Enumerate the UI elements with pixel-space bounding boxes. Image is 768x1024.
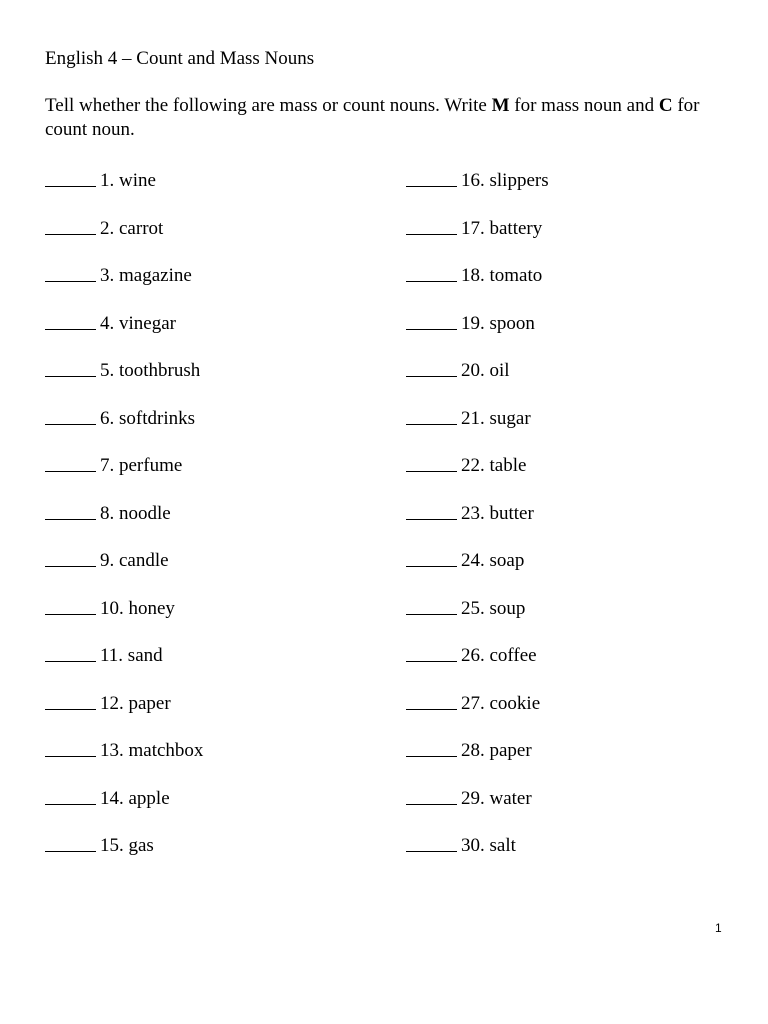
question-word: wine bbox=[119, 170, 156, 191]
count-letter: C bbox=[658, 95, 673, 116]
question-item bbox=[406, 403, 549, 451]
question-word: table bbox=[489, 455, 527, 476]
question-item bbox=[45, 545, 203, 593]
question-item bbox=[45, 640, 203, 688]
question-word: toothbrush bbox=[119, 360, 201, 381]
question-word: matchbox bbox=[128, 740, 204, 761]
question-word: tomato bbox=[489, 265, 543, 286]
question-word: salt bbox=[489, 835, 516, 856]
question-word: butter bbox=[489, 502, 534, 524]
answer-blank[interactable] bbox=[406, 404, 457, 425]
instructions-text-2: for mass noun and bbox=[509, 95, 659, 116]
question-word: magazine bbox=[119, 265, 192, 286]
answer-blank[interactable] bbox=[45, 736, 96, 757]
question-word: soap bbox=[489, 550, 525, 571]
question-number: 16. bbox=[461, 170, 485, 191]
question-number: 1. bbox=[100, 170, 115, 191]
answer-blank[interactable] bbox=[45, 166, 96, 187]
question-word: noodle bbox=[119, 502, 171, 524]
question-number: 7. bbox=[100, 455, 115, 476]
question-word: softdrinks bbox=[119, 407, 195, 429]
question-number: 2. bbox=[100, 217, 115, 239]
question-number: 6. bbox=[100, 407, 115, 429]
question-number: 20. bbox=[461, 360, 485, 381]
answer-blank[interactable] bbox=[45, 831, 96, 852]
answer-blank[interactable] bbox=[406, 736, 457, 757]
question-word: honey bbox=[128, 597, 175, 619]
question-number: 14. bbox=[100, 787, 124, 809]
question-number: 21. bbox=[461, 407, 485, 429]
question-item bbox=[45, 355, 203, 403]
instructions-text-3: for count noun. bbox=[45, 95, 700, 140]
question-number: 11. bbox=[100, 645, 124, 666]
answer-blank[interactable] bbox=[406, 451, 457, 472]
question-item bbox=[45, 260, 203, 308]
question-word: gas bbox=[128, 835, 154, 856]
answer-blank[interactable] bbox=[406, 261, 457, 282]
question-word: paper bbox=[128, 692, 171, 714]
question-word: candle bbox=[119, 550, 169, 571]
question-item bbox=[406, 688, 549, 736]
question-word: vinegar bbox=[119, 312, 176, 334]
question-word: soup bbox=[489, 597, 526, 619]
question-item bbox=[406, 640, 549, 688]
question-number: 28. bbox=[461, 740, 485, 761]
question-item bbox=[45, 308, 203, 356]
question-item bbox=[45, 783, 203, 831]
answer-blank[interactable] bbox=[45, 214, 96, 235]
question-item bbox=[406, 498, 549, 546]
question-number: 26. bbox=[461, 645, 485, 666]
question-number: 24. bbox=[461, 550, 485, 571]
question-number: 12. bbox=[100, 692, 124, 714]
answer-blank[interactable] bbox=[45, 546, 96, 567]
answer-blank[interactable] bbox=[45, 499, 96, 520]
question-number: 9. bbox=[100, 550, 115, 571]
answer-blank[interactable] bbox=[406, 784, 457, 805]
right-question-column bbox=[406, 165, 549, 878]
question-word: apple bbox=[128, 787, 170, 809]
answer-blank[interactable] bbox=[406, 214, 457, 235]
question-number: 15. bbox=[100, 835, 124, 856]
answer-blank[interactable] bbox=[406, 689, 457, 710]
instructions-text-1: Tell whether the following are mass or count nouns. Write bbox=[45, 95, 492, 116]
answer-blank[interactable] bbox=[45, 356, 96, 377]
question-item bbox=[406, 308, 549, 356]
question-item bbox=[45, 213, 203, 261]
question-item bbox=[45, 450, 203, 498]
question-number: 3. bbox=[100, 265, 115, 286]
question-item bbox=[406, 165, 549, 213]
question-word: oil bbox=[489, 360, 510, 381]
answer-blank[interactable] bbox=[45, 641, 96, 662]
question-item bbox=[45, 735, 203, 783]
question-item bbox=[406, 213, 549, 261]
question-number: 10. bbox=[100, 597, 124, 619]
question-word: spoon bbox=[489, 312, 535, 334]
answer-blank[interactable] bbox=[406, 309, 457, 330]
question-item bbox=[406, 355, 549, 403]
answer-blank[interactable] bbox=[406, 831, 457, 852]
answer-blank[interactable] bbox=[45, 784, 96, 805]
mass-letter: M bbox=[491, 95, 510, 116]
question-number: 23. bbox=[461, 502, 485, 524]
answer-blank[interactable] bbox=[45, 261, 96, 282]
page-number: 1 bbox=[715, 921, 722, 935]
question-number: 5. bbox=[100, 360, 115, 381]
question-word: sugar bbox=[489, 407, 531, 429]
question-word: water bbox=[489, 787, 532, 809]
question-number: 18. bbox=[461, 265, 485, 286]
question-number: 19. bbox=[461, 312, 485, 334]
question-item bbox=[45, 165, 203, 213]
answer-blank[interactable] bbox=[406, 499, 457, 520]
question-number: 13. bbox=[100, 740, 124, 761]
question-item bbox=[45, 593, 203, 641]
answer-blank[interactable] bbox=[45, 594, 96, 615]
worksheet-title: English 4 – Count and Mass Nouns bbox=[45, 48, 315, 69]
question-number: 4. bbox=[100, 312, 115, 334]
question-item bbox=[406, 450, 549, 498]
question-item bbox=[45, 830, 203, 878]
answer-blank[interactable] bbox=[45, 309, 96, 330]
question-item bbox=[45, 498, 203, 546]
question-number: 22. bbox=[461, 455, 485, 476]
answer-blank[interactable] bbox=[45, 451, 96, 472]
question-number: 8. bbox=[100, 502, 115, 524]
question-item bbox=[406, 593, 549, 641]
question-word: coffee bbox=[489, 645, 537, 666]
question-number: 25. bbox=[461, 597, 485, 619]
question-word: carrot bbox=[119, 217, 164, 239]
question-item bbox=[45, 688, 203, 736]
question-word: battery bbox=[489, 217, 543, 239]
answer-blank[interactable] bbox=[406, 356, 457, 377]
answer-blank[interactable] bbox=[406, 594, 457, 615]
instructions bbox=[45, 94, 725, 142]
answer-blank[interactable] bbox=[45, 404, 96, 425]
question-item bbox=[406, 545, 549, 593]
question-word: cookie bbox=[489, 692, 541, 714]
question-item bbox=[406, 735, 549, 783]
question-word: sand bbox=[127, 645, 163, 666]
question-word: perfume bbox=[119, 455, 183, 476]
question-item bbox=[45, 403, 203, 451]
question-word: slippers bbox=[489, 170, 549, 191]
question-number: 17. bbox=[461, 217, 485, 239]
answer-blank[interactable] bbox=[45, 689, 96, 710]
answer-blank[interactable] bbox=[406, 166, 457, 187]
question-number: 27. bbox=[461, 692, 485, 714]
answer-blank[interactable] bbox=[406, 546, 457, 567]
left-question-column bbox=[45, 165, 203, 878]
question-item bbox=[406, 783, 549, 831]
question-item bbox=[406, 260, 549, 308]
question-item bbox=[406, 830, 549, 878]
question-number: 30. bbox=[461, 835, 485, 856]
question-number: 29. bbox=[461, 787, 485, 809]
answer-blank[interactable] bbox=[406, 641, 457, 662]
question-word: paper bbox=[489, 740, 532, 761]
